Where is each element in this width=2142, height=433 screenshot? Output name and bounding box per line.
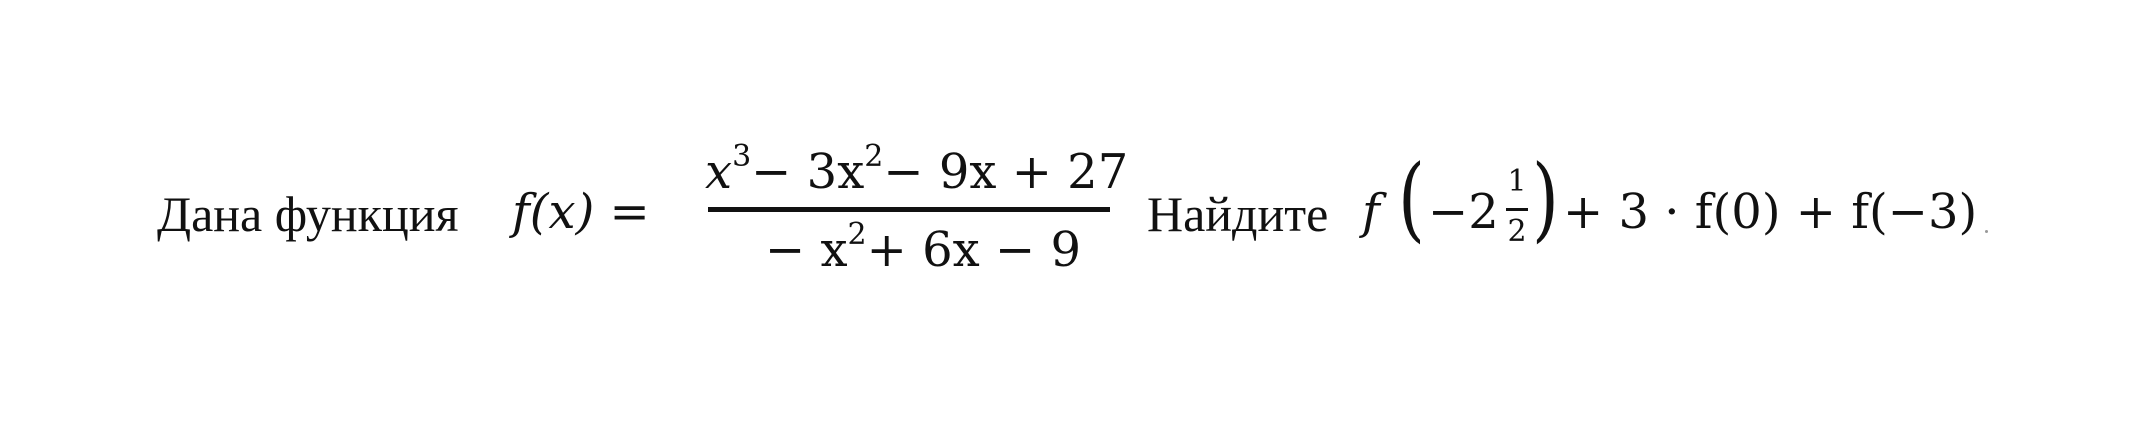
- task-text: Найдите: [1147, 186, 1329, 242]
- denominator-start: − x: [765, 222, 848, 278]
- expr-tail: + 3 · f(0) + f(−3): [1563, 184, 1978, 240]
- denominator-exp-2: 2: [847, 217, 867, 252]
- trailing-dot: [1985, 230, 1988, 233]
- expr-neg-two: −2: [1428, 184, 1499, 240]
- numerator-exp-2: 2: [864, 139, 884, 174]
- big-open-paren: (: [1398, 145, 1425, 252]
- intro-text: Дана функция: [157, 186, 459, 242]
- fraction-bar: [708, 207, 1110, 212]
- numerator-x: x: [705, 144, 733, 200]
- numerator-term-2: − 3x: [751, 144, 865, 200]
- mixed-frac-numerator: 1: [1507, 164, 1527, 199]
- expr-f: f: [1362, 184, 1380, 240]
- function-lhs: f(x) =: [512, 184, 650, 240]
- numerator-rest: − 9x + 27: [883, 144, 1129, 200]
- big-close-paren: ): [1532, 145, 1559, 252]
- numerator-exp-3: 3: [732, 139, 752, 174]
- fraction-denominator: [765, 217, 1081, 278]
- denominator-rest: + 6x − 9: [866, 222, 1081, 278]
- fraction-numerator: [705, 139, 1129, 200]
- mixed-frac-bar: [1506, 208, 1528, 211]
- mixed-frac-denominator: 2: [1507, 214, 1527, 249]
